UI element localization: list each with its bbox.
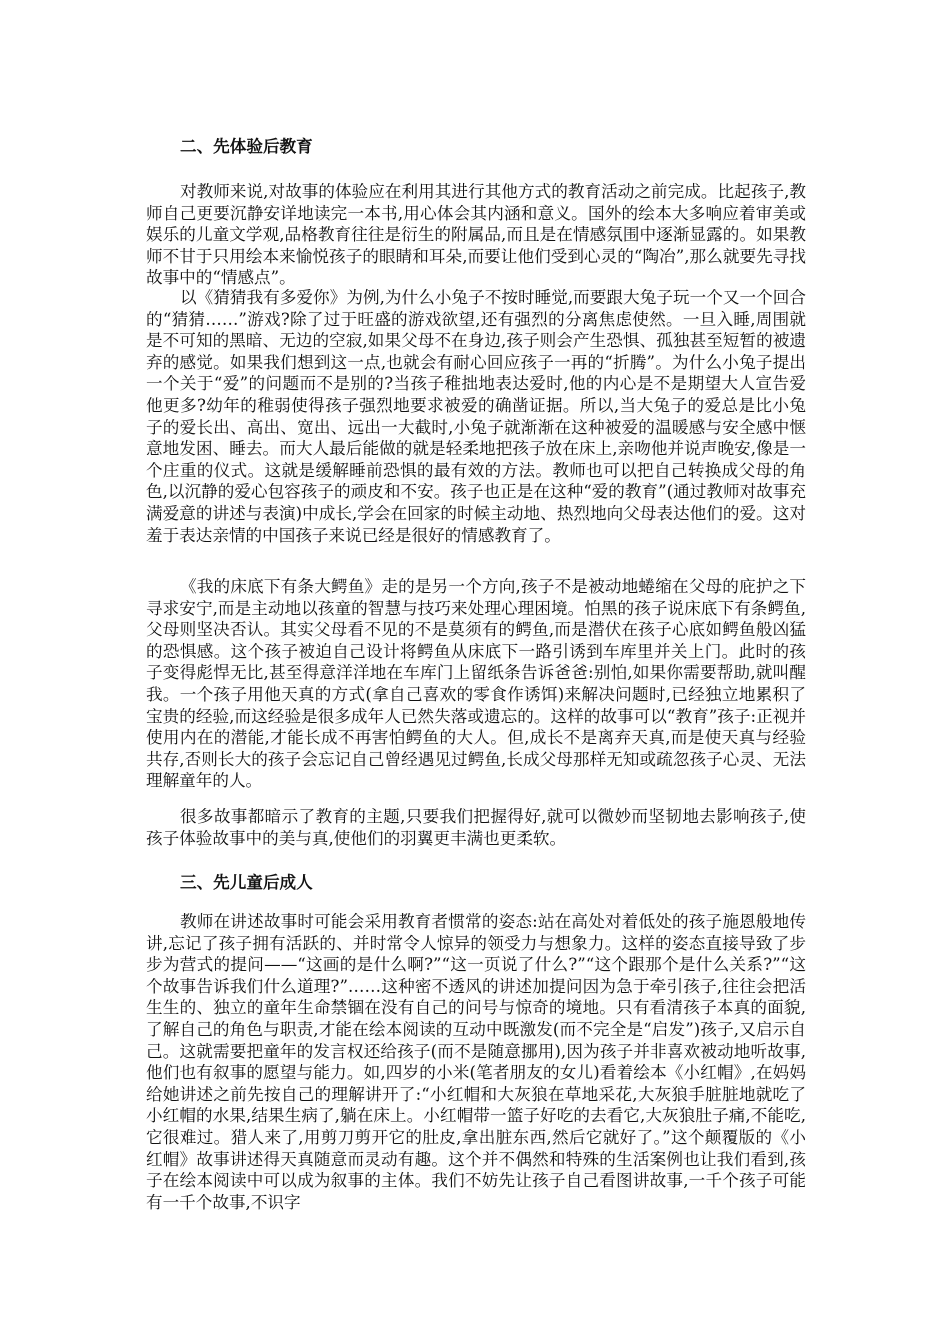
paragraph-teacher-experience: 对教师来说,对故事的体验应在利用其进行其他方式的教育活动之前完成。比起孩子,教师自己更要沉静安详地读完一本书,用心体会其内涵和意义。国外的绘本大多响应着审美或娱乐的儿童文学观,品格教育往往是衍生的附属品,而且是在情感氛围中逐渐显露的。如果教师不甘于只用绘本来愉悦孩子的眼睛和耳朵,而要让他们受到心灵的“陶冶”,那么就要先寻找故事中的“情感点”。 [146,182,806,288]
paragraph-teacher-narration: 教师在讲述故事时可能会采用教育者惯常的姿态:站在高处对着低处的孩子施恩般地传讲,忘记了孩子拥有活跃的、并时常令人惊异的领受力与想象力。这样的姿态直接导致了步步为营式的提问——“这画的是什么啊?”“这一页说了什么?”“这个跟那个是什么关系?”“这个故事告诉我们什么道理?”……这种密不透风的讲述加提问因为急于牵引孩子,往往会把活生生的、独立的童年生命禁锢在没有自己的问号与惊奇的境地。只有看清孩子本真的面貌,了解自己的角色与职责,才能在绘本阅读的互动中既激发(而不完全是“启发”)孩子,又启示自己。这就需要把童年的发言权还给孩子(而不是随意挪用),因为孩子并非喜欢被动地听故事,他们也有叙事的愿望与能力。如,四岁的小米(笔者朋友的女儿)看着绘本《小红帽》,在妈妈给她讲述之前先按自己的理解讲开了:“小红帽和大灰狼在草地采花,大灰狼手脏脏地就吃了小红帽的水果,结果生病了,躺在床上。小红帽带一篮子好吃的去看它,大灰狼肚子痛,不能吃,它很难过。猎人来了,用剪刀剪开它的肚皮,拿出脏东西,然后它就好了。”这个颠覆版的《小红帽》故事讲述得天真随意而灵动有趣。这个并不偶然和特殊的生活案例也让我们看到,孩子在绘本阅读中可以成为叙事的主体。我们不妨先让孩子自己看图讲故事,一千个孩子可能有一千个故事,不识字 [146,912,806,1212]
section-heading-children-first: 三、先儿童后成人 [180,872,313,892]
paragraph-crocodile-under-bed: 《我的床底下有条大鳄鱼》走的是另一个方向,孩子不是被动地蜷缩在父母的庇护之下寻求安宁,而是主动地以孩童的智慧与技巧来处理心理困境。怕黑的孩子说床底下有条鳄鱼,父母则坚决否认。其实父母看不见的不是莫须有的鳄鱼,而是潜伏在孩子心底如鳄鱼般凶猛的恐惧感。这个孩子被迫自己设计将鳄鱼从床底下一路引诱到车库里并关上门。此时的孩子变得彪悍无比,甚至得意洋洋地在车库门上留纸条告诉爸爸:别怕,如果你需要帮助,就叫醒我。一个孩子用他天真的方式(拿自己喜欢的零食作诱饵)来解决问题时,已经独立地累积了宝贵的经验,而这经验是很多成年人已然失落或遗忘的。这样的故事可以“教育”孩子:正视并使用内在的潜能,才能长成不再害怕鳄鱼的大人。但,成长不是离弃天真,而是使天真与经验共存,否则长大的孩子会忘记自己曾经遇见过鳄鱼,长成父母那样无知或疏忽孩子心灵、无法理解童年的人。 [146,577,806,791]
paragraph-stories-education: 很多故事都暗示了教育的主题,只要我们把握得好,就可以微妙而坚韧地去影响孩子,使孩子体验故事中的美与真,使他们的羽翼更丰满也更柔软。 [146,807,806,848]
paragraph-guess-how-much: 以《猜猜我有多爱你》为例,为什么小兔子不按时睡觉,而要跟大兔子玩一个又一个回合的“猜猜……”游戏?除了过于旺盛的游戏欲望,还有强烈的分离焦虑使然。一旦入睡,周围就是不可知的黑暗、无边的空寂,如果父母不在身边,孩子则会产生恐惧、孤独甚至短暂的被遗弃的感觉。如果我们想到这一点,也就会有耐心回应孩子一再的“折腾”。为什么小兔子提出一个关于“爱”的问题而不是别的?当孩子稚拙地表达爱时,他的内心是不是期望大人宣告爱他更多?幼年的稚弱使得孩子强烈地要求被爱的确凿证据。所以,当大兔子的爱总是比小兔子的爱长出、高出、宽出、远出一大截时,小兔子就渐渐在这种被爱的温暖感与安全感中惬意地发困、睡去。而大人最后能做的就是轻柔地把孩子放在床上,亲吻他并说声晚安,像是一个庄重的仪式。这就是缓解睡前恐惧的最有效的方法。教师也可以把自己转换成父母的角色,以沉静的爱心包容孩子的顽皮和不安。孩子也正是在这种“爱的教育”(通过教师对故事充满爱意的讲述与表演)中成长,学会在回家的时候主动地、热烈地向父母表达他们的爱。这对羞于表达亲情的中国孩子来说已经是很好的情感教育了。 [146,288,806,545]
section-heading-experience-first: 二、先体验后教育 [180,136,313,156]
